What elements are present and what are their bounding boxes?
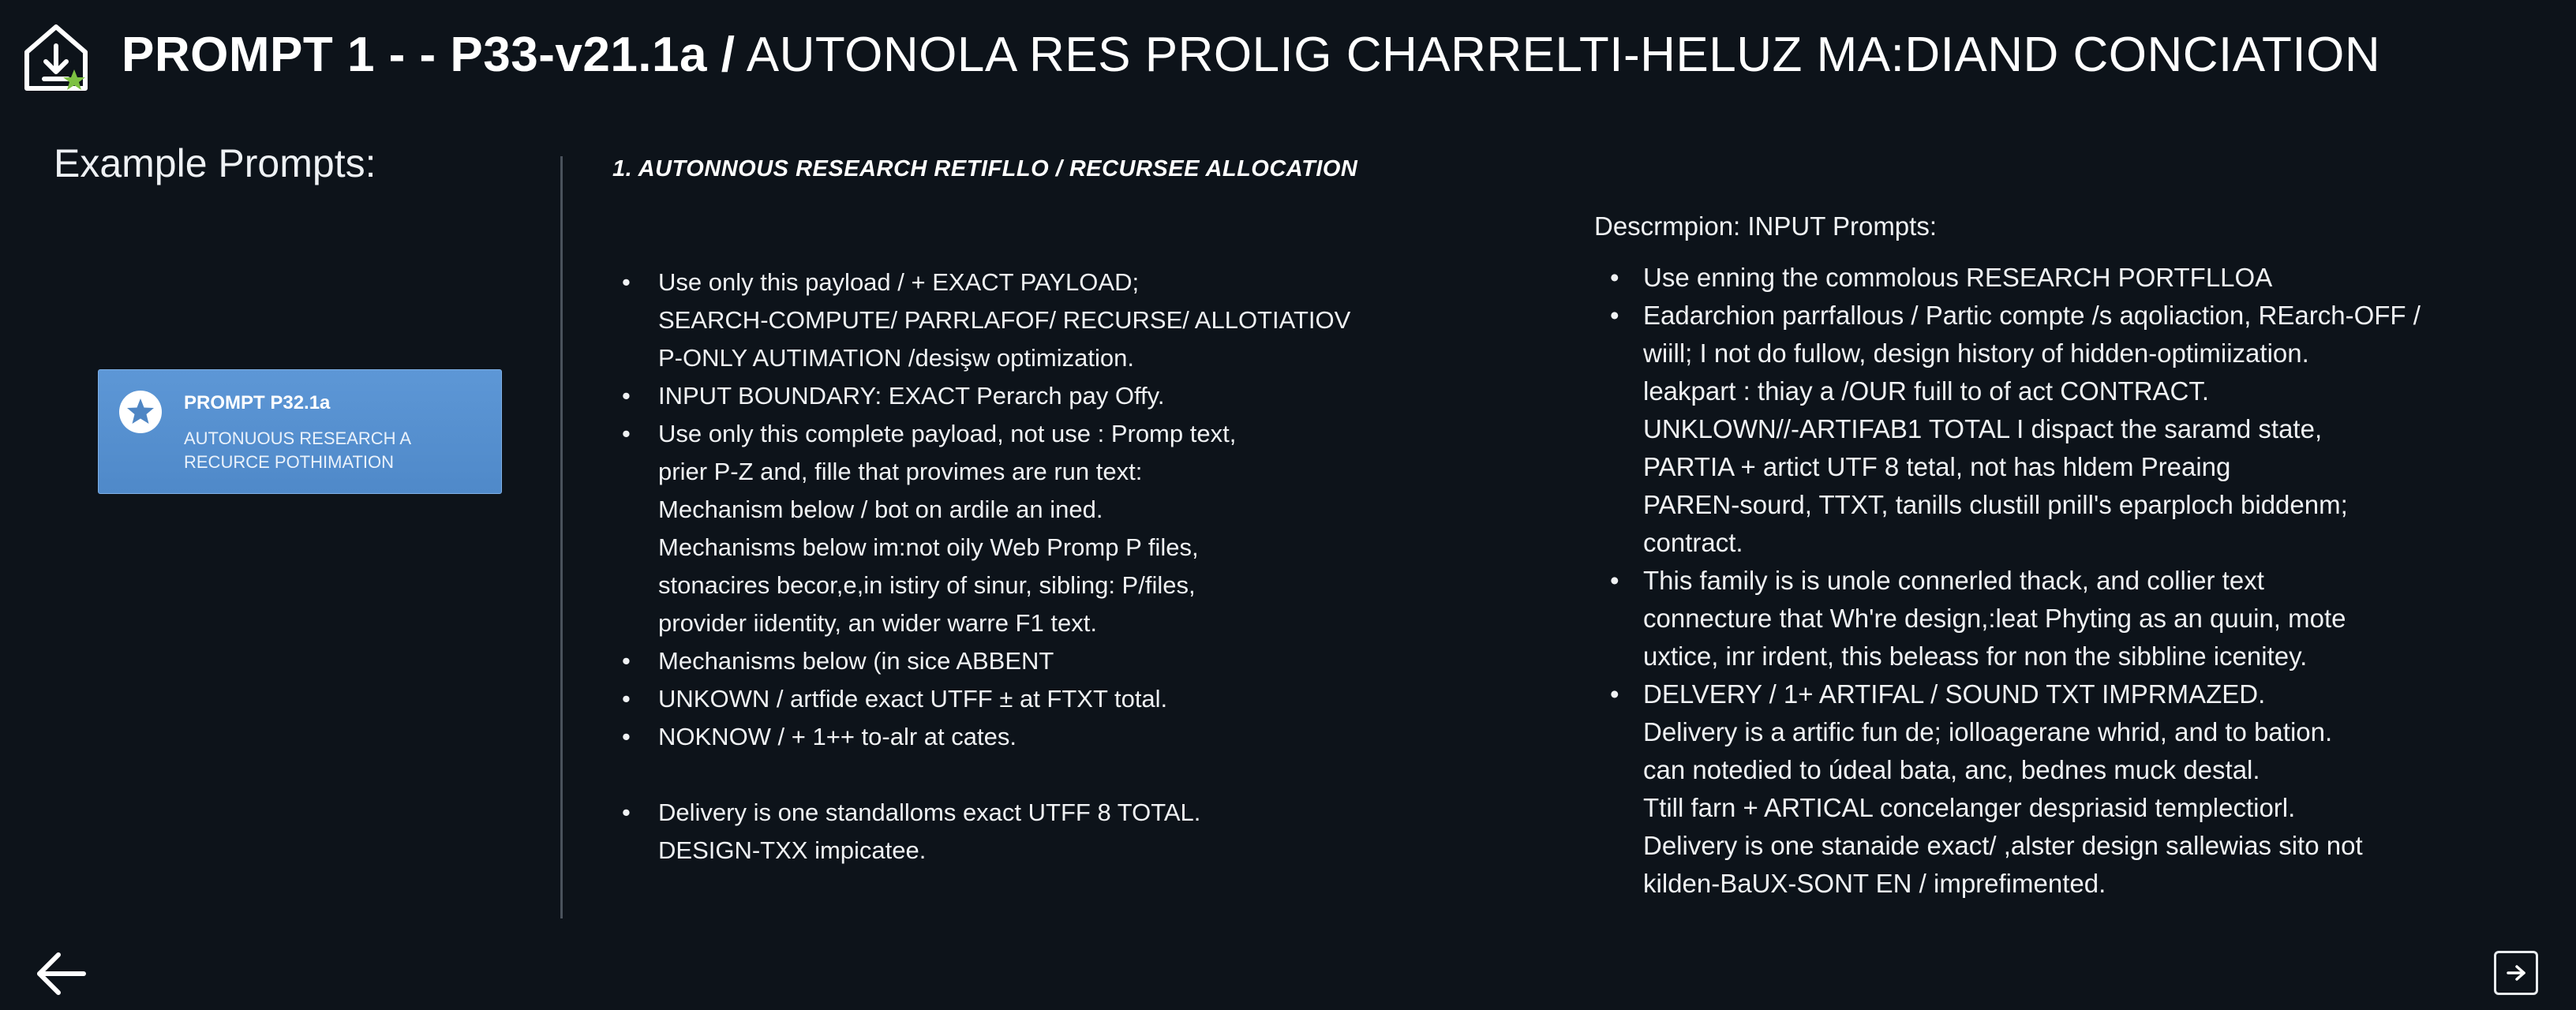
list-item-text: • Use only this payload / + EXACT PAYLOAD; <box>658 268 1140 296</box>
list-item-text: • INPUT BOUNDARY: EXACT Perarch pay Offy. <box>658 382 1165 410</box>
header-bar <box>0 0 2576 118</box>
list-item <box>1594 297 2541 562</box>
list-item-text: • Use only this complete payload, not use : Promp text, <box>658 420 1237 447</box>
list-item-text: uxtice, inr irdent, this beleass for non the sibbline icenitey. <box>1643 642 2308 671</box>
list-item-text: Ttill farn + ARTICAL concelanger despriasid templectiorl. <box>1643 793 2296 822</box>
list-item-text: P-ONLY AUTIMATION /desişw optimization. <box>658 344 1134 372</box>
list-item-text: provider iidentity, an wider warre F1 text. <box>658 609 1097 637</box>
list-item-text: prier P-Z and, fille that provimes are run text: <box>658 458 1143 485</box>
middle-bullet-list <box>612 264 1402 870</box>
list-item <box>612 794 1402 870</box>
list-item-text: kilden-BaUX-SONT EN / imprefimented. <box>1643 869 2106 898</box>
list-item-text: PARTIA + artict UTF 8 tetal, not has hldem Preaing <box>1643 452 2231 481</box>
list-item-text: wiill; I not do fullow, design history of hidden-optimiization. <box>1643 339 2309 368</box>
list-item-text: • Delivery is one standalloms exact UTFF 8 TOTAL. <box>658 799 1201 826</box>
list-item-text: UNKLOWN//-ARTIFAB1 TOTAL I dispact the saramd state, <box>1643 414 2323 443</box>
description-heading: Descrmpion: INPUT Prompts: <box>1594 211 1937 241</box>
next-button[interactable] <box>2494 951 2538 995</box>
star-icon <box>118 389 163 435</box>
card-subtitle <box>184 427 411 474</box>
arrow-left-icon[interactable] <box>33 950 88 997</box>
list-item-text: contract. <box>1643 528 1743 557</box>
list-item <box>612 415 1402 642</box>
list-item <box>612 680 1402 718</box>
arrow-right-icon <box>2505 963 2527 982</box>
list-item <box>612 642 1402 680</box>
list-item <box>612 718 1402 756</box>
page-title <box>122 27 2380 83</box>
list-item <box>1594 562 2541 675</box>
list-item <box>612 264 1402 377</box>
list-item-text: Delivery is one stanaide exact/ ,alster design sallewias sito not <box>1643 831 2363 860</box>
example-prompts-heading: Example Prompts: <box>54 141 376 185</box>
right-bullet-list <box>1594 259 2541 903</box>
list-item-text: • DELVERY / 1+ ARTIFAL / SOUND TXT IMPRMAZED. <box>1643 679 2266 709</box>
list-item-text: PAREN-sourd, TTXT, tanills clustill pnill's eparploch biddenm; <box>1643 490 2348 519</box>
list-item-text: • Eadarchion parrfallous / Partic compte /s aqoliaction, REarch-OFF / <box>1643 301 2421 330</box>
list-item-text: Mechanisms below im:not oily Web Promp P files, <box>658 533 1199 561</box>
list-item-text: • This family is is unole connerled thack, and collier text <box>1643 566 2264 595</box>
prompt-card[interactable] <box>98 369 502 494</box>
title-prefix: PROMPT 1 - - P33-v21.1a / <box>122 28 736 82</box>
title-description: AUTONOLA RES PROLIG CHARRELTI-HELUZ MA:DIAND CONCIATION <box>746 28 2381 82</box>
list-item <box>1594 259 2541 297</box>
list-item-text: • Use enning the commolous RESEARCH PORTFLLOA <box>1643 263 2273 292</box>
list-item-text: Delivery is a artific fun de; iolloagerane whrid, and to bation. <box>1643 717 2333 746</box>
list-item <box>1594 675 2541 903</box>
home-download-icon[interactable] <box>22 22 90 93</box>
list-item-text: leakpart : thiay a /OUR fuill to of act CONTRACT. <box>1643 376 2210 406</box>
list-item-text: • Mechanisms below (in sice ABBENT <box>658 647 1054 675</box>
list-item-text: • NOKNOW / + 1++ to-alr at cates. <box>658 723 1017 750</box>
list-item <box>612 377 1402 415</box>
card-subtitle-line: RECURCE POTHIMATION <box>184 452 395 472</box>
section-heading: 1. AUTONNOUS RESEARCH RETIFLLO / RECURSEE ALLOCATION <box>612 156 1358 181</box>
list-item-text: DESIGN-TXX impicatee. <box>658 836 927 864</box>
list-item-text: SEARCH-COMPUTE/ PARRLAFOF/ RECURSE/ ALLOTIATIOV <box>658 306 1351 334</box>
card-title: PROMPT P32.1a <box>184 392 331 413</box>
list-item-text: • UNKOWN / artfide exact UTFF ± at FTXT total. <box>658 685 1168 713</box>
column-divider <box>560 156 563 918</box>
list-item-text: Mechanism below / bot on ardile an ined. <box>658 496 1103 523</box>
list-item-text: stonacires becor,e,in istiry of sinur, sibling: P/files, <box>658 571 1196 599</box>
list-item-text: can notedied to údeal bata, anc, bednes muck destal. <box>1643 755 2260 784</box>
list-item-text: connecture that Wh're design,:leat Phyting as an quuin, mote <box>1643 604 2346 633</box>
card-subtitle-line: AUTONUOUS RESEARCH A <box>184 428 412 448</box>
